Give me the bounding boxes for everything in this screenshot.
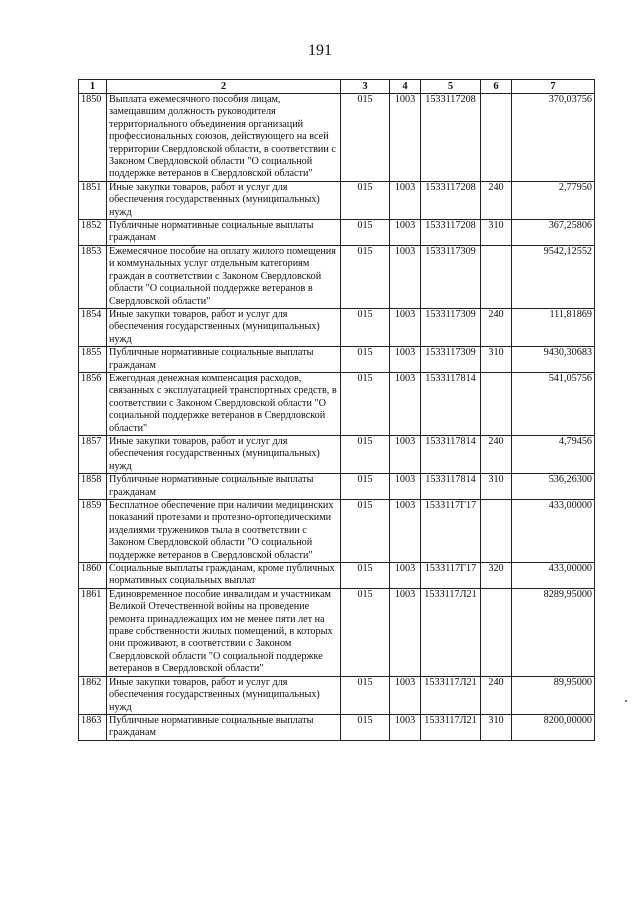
- row-amount: 9542,12552: [512, 245, 595, 308]
- row-section-code: 1003: [390, 435, 421, 473]
- row-target-code: 1533117309: [421, 308, 481, 346]
- row-description: Публичные нормативные социальные выплаты гражданам: [107, 220, 341, 246]
- row-description: Ежегодная денежная компенсация расходов, связанных с эксплуатацией транспортных средств, в соответствии с Законом Свердловской области "О социальной поддержке ветеранов в Свердловской области": [107, 372, 341, 435]
- row-number: 1858: [79, 474, 107, 500]
- row-description: Ежемесячное пособие на оплату жилого помещения и коммунальных услуг отдельным категориям граждан в соответствии с Законом Свердловской области "О социальной поддержке ветеранов в Свердловской области": [107, 245, 341, 308]
- row-description: Иные закупки товаров, работ и услуг для обеспечения государственных (муниципальных) нужд: [107, 181, 341, 219]
- table-row: [79, 372, 595, 435]
- row-target-code: 153З117Л21: [421, 676, 481, 714]
- row-department-code: 015: [341, 308, 390, 346]
- table-row: [79, 245, 595, 308]
- scan-speck: [625, 700, 627, 702]
- row-section-code: 1003: [390, 500, 421, 563]
- row-expense-type-code: [481, 588, 512, 676]
- table-row: [79, 220, 595, 246]
- table-row: [79, 676, 595, 714]
- header-col-1: 1: [79, 80, 107, 94]
- table-row: [79, 435, 595, 473]
- row-target-code: 1533117309: [421, 245, 481, 308]
- table-row: [79, 347, 595, 373]
- row-amount: 370,03756: [512, 94, 595, 182]
- row-amount: 4,79456: [512, 435, 595, 473]
- table-row: [79, 714, 595, 740]
- row-department-code: 015: [341, 181, 390, 219]
- row-number: 1852: [79, 220, 107, 246]
- row-description: Иные закупки товаров, работ и услуг для обеспечения государственных (муниципальных) нужд: [107, 308, 341, 346]
- table-row: [79, 308, 595, 346]
- header-col-2: 2: [107, 80, 341, 94]
- row-target-code: 1533117208: [421, 181, 481, 219]
- row-expense-type-code: 310: [481, 220, 512, 246]
- row-description: Иные закупки товаров, работ и услуг для обеспечения государственных (муниципальных) нужд: [107, 435, 341, 473]
- row-target-code: 153З117Г17: [421, 563, 481, 589]
- header-col-6: 6: [481, 80, 512, 94]
- row-amount: 433,00000: [512, 500, 595, 563]
- row-amount: 367,25806: [512, 220, 595, 246]
- header-col-5: 5: [421, 80, 481, 94]
- row-department-code: 015: [341, 372, 390, 435]
- row-expense-type-code: 310: [481, 347, 512, 373]
- row-department-code: 015: [341, 347, 390, 373]
- row-department-code: 015: [341, 245, 390, 308]
- header-col-3: 3: [341, 80, 390, 94]
- table-row: [79, 563, 595, 589]
- row-number: 1851: [79, 181, 107, 219]
- row-department-code: 015: [341, 220, 390, 246]
- table-row: [79, 500, 595, 563]
- table-row: [79, 94, 595, 182]
- row-target-code: 153З117Л21: [421, 588, 481, 676]
- row-description: Публичные нормативные социальные выплаты гражданам: [107, 714, 341, 740]
- row-department-code: 015: [341, 435, 390, 473]
- row-number: 1861: [79, 588, 107, 676]
- row-number: 1862: [79, 676, 107, 714]
- table-row: [79, 181, 595, 219]
- row-expense-type-code: [481, 94, 512, 182]
- row-amount: 541,05756: [512, 372, 595, 435]
- row-description: Выплата ежемесячного пособия лицам, замещавшим должность руководителя территориального объединения организаций профессиональных союзов, действующего на всей территории Свердловской области, в соответствии с Законом Свердловской области "О социальной поддержке ветеранов в Свердловской области": [107, 94, 341, 182]
- row-description: Бесплатное обеспечение при наличии медицинских показаний протезами и протезно-ортопедическими изделиями тружеников тыла в соответствии с Законом Свердловской области "О социальной поддержке ветеранов в Свердловской области": [107, 500, 341, 563]
- row-number: 1860: [79, 563, 107, 589]
- page-number: 191: [308, 42, 332, 59]
- row-description: Публичные нормативные социальные выплаты гражданам: [107, 474, 341, 500]
- row-number: 1856: [79, 372, 107, 435]
- row-amount: 433,00000: [512, 563, 595, 589]
- row-expense-type-code: [481, 372, 512, 435]
- row-section-code: 1003: [390, 474, 421, 500]
- row-number: 1859: [79, 500, 107, 563]
- row-section-code: 1003: [390, 220, 421, 246]
- row-expense-type-code: [481, 500, 512, 563]
- row-section-code: 1003: [390, 714, 421, 740]
- row-target-code: 153З117Л21: [421, 714, 481, 740]
- row-description: Социальные выплаты гражданам, кроме публичных нормативных социальных выплат: [107, 563, 341, 589]
- row-description: Единовременное пособие инвалидам и участникам Великой Отечественной войны на проведение ремонта принадлежащих им не менее пяти лет на праве собственности жилых помещений, в которых они проживают, в соответствии с Законом Свердловской области "О социальной поддержке ветеранов в Свердловской области": [107, 588, 341, 676]
- row-amount: 536,26300: [512, 474, 595, 500]
- row-expense-type-code: 310: [481, 714, 512, 740]
- row-amount: 2,77950: [512, 181, 595, 219]
- row-description: Иные закупки товаров, работ и услуг для обеспечения государственных (муниципальных) нужд: [107, 676, 341, 714]
- row-target-code: 1533117309: [421, 347, 481, 373]
- row-section-code: 1003: [390, 181, 421, 219]
- row-number: 1853: [79, 245, 107, 308]
- row-section-code: 1003: [390, 245, 421, 308]
- table-row: [79, 588, 595, 676]
- row-number: 1857: [79, 435, 107, 473]
- row-expense-type-code: 240: [481, 435, 512, 473]
- row-department-code: 015: [341, 588, 390, 676]
- row-section-code: 1003: [390, 588, 421, 676]
- row-amount: 9430,30683: [512, 347, 595, 373]
- row-expense-type-code: 310: [481, 474, 512, 500]
- row-target-code: 1533117814: [421, 372, 481, 435]
- row-amount: 8289,95000: [512, 588, 595, 676]
- row-department-code: 015: [341, 474, 390, 500]
- row-target-code: 1533117208: [421, 220, 481, 246]
- row-section-code: 1003: [390, 676, 421, 714]
- budget-table: [78, 79, 595, 741]
- header-col-4: 4: [390, 80, 421, 94]
- row-department-code: 015: [341, 94, 390, 182]
- row-amount: 111,81869: [512, 308, 595, 346]
- row-target-code: 153З117Г17: [421, 500, 481, 563]
- row-section-code: 1003: [390, 347, 421, 373]
- row-expense-type-code: [481, 245, 512, 308]
- row-expense-type-code: 240: [481, 181, 512, 219]
- row-target-code: 1533117814: [421, 435, 481, 473]
- row-expense-type-code: 320: [481, 563, 512, 589]
- table-row: [79, 474, 595, 500]
- header-col-7: 7: [512, 80, 595, 94]
- row-section-code: 1003: [390, 308, 421, 346]
- row-department-code: 015: [341, 676, 390, 714]
- row-expense-type-code: 240: [481, 308, 512, 346]
- row-description: Публичные нормативные социальные выплаты гражданам: [107, 347, 341, 373]
- row-number: 1863: [79, 714, 107, 740]
- row-section-code: 1003: [390, 372, 421, 435]
- row-target-code: 1533117208: [421, 94, 481, 182]
- header-row: [79, 80, 595, 94]
- row-expense-type-code: 240: [481, 676, 512, 714]
- row-section-code: 1003: [390, 94, 421, 182]
- row-department-code: 015: [341, 563, 390, 589]
- row-amount: 89,95000: [512, 676, 595, 714]
- row-target-code: 1533117814: [421, 474, 481, 500]
- row-number: 1855: [79, 347, 107, 373]
- row-number: 1854: [79, 308, 107, 346]
- row-number: 1850: [79, 94, 107, 182]
- row-department-code: 015: [341, 714, 390, 740]
- row-section-code: 1003: [390, 563, 421, 589]
- row-amount: 8200,00000: [512, 714, 595, 740]
- row-department-code: 015: [341, 500, 390, 563]
